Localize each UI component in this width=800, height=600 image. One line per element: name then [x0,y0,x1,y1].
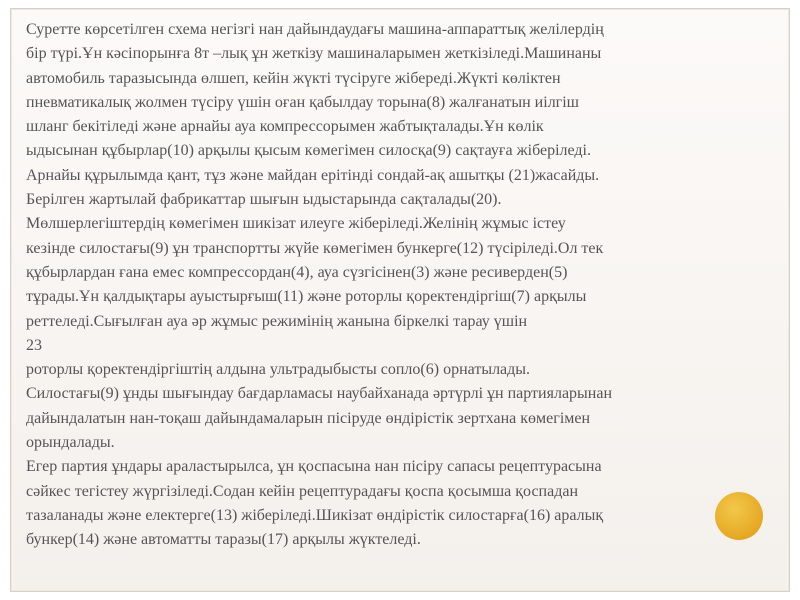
text-line: Суретте көрсетілген схема негізгі нан дайындаудағы машина-аппараттық желілердің [26,21,604,38]
text-line: Арнайы құрылымда қант, тұз және майдан ерітінді сондай-ақ ашытқы (21)жасайды. [26,166,600,184]
text-line: Силостағы(9) ұнды шығындау бағдарламасы наубайханада әртүрлі ұн партияларынан [26,385,613,403]
text-line: кезінде силостағы(9) ұн транспортты жүйе көмегімен бункерге(12) түсіріледі.Ол тек [26,239,604,257]
text-line: құбырлардан ғана емес компрессордан(4), ауа сүзгісінен(3) және ресиверден(5) [26,263,568,281]
text-line: ыдысынан құбырлар(10) арқылы қысым көмегімен силосқа(9) сақтауға жіберіледі. [26,142,591,160]
text-line: Егер партия ұндары араластырылса, ұн қоспасына нан пісіру сапасы рецептурасына [26,458,602,476]
text-line: тазаланады және електерге(13) жіберіледі.Шикізат өндірістік силостарға(16) аралық [26,506,604,524]
text-line: дайындалатын нан-тоқаш дайындамаларын пісіруде өндірістік зертхана көмегімен [26,409,591,427]
text-line: бункер(14) және автоматты таразы(17) арқылы жүктеледі. [26,531,421,549]
text-line: сәйкес тегістеу жүргізіледі.Содан кейін рецептурадағы қоспа қосымша қоспадан [26,482,579,500]
text-line: Берілген жартылай фабрикаттар шығын ыдыстарында сақталады(20). [26,191,502,209]
text-line: Мөлшерлегіштердің көмегімен шикізат илеуге жіберіледі.Желінің жұмыс істеу [26,215,566,233]
text-line: роторлы қоректендіргіштің алдына ультрадыбысты сопло(6) орнатылады. [26,361,531,379]
text-line: тұрады.Ұн қалдықтары ауыстырғыш(11) және роторлы қоректендіргіш(7) арқылы [26,288,587,306]
body-text [26,18,766,553]
page-number: 23 [26,336,42,354]
text-line: шланг бекітіледі және арнайы ауа компрессорымен жабтықталады.Ұн көлік [26,118,544,136]
text-line: автомобиль таразысында өлшеп, кейін жүкті түсіруге жібереді.Жүкті көліктен [26,69,561,87]
text-line: орындалады. [26,434,115,452]
text-line: реттеледі.Сығылған ауа әр жұмыс режимінің жанына біркелкі тарау үшін [26,312,528,330]
text-line: пневматикалық жолмен түсіру үшін оған қабылдау торына(8) жалғанатын иілгіш [26,93,579,111]
text-line: бір түрі.Ұн кәсіпорынға 8т –лық ұн жеткізу машиналарымен жеткізіледі.Машинаны [26,45,602,63]
